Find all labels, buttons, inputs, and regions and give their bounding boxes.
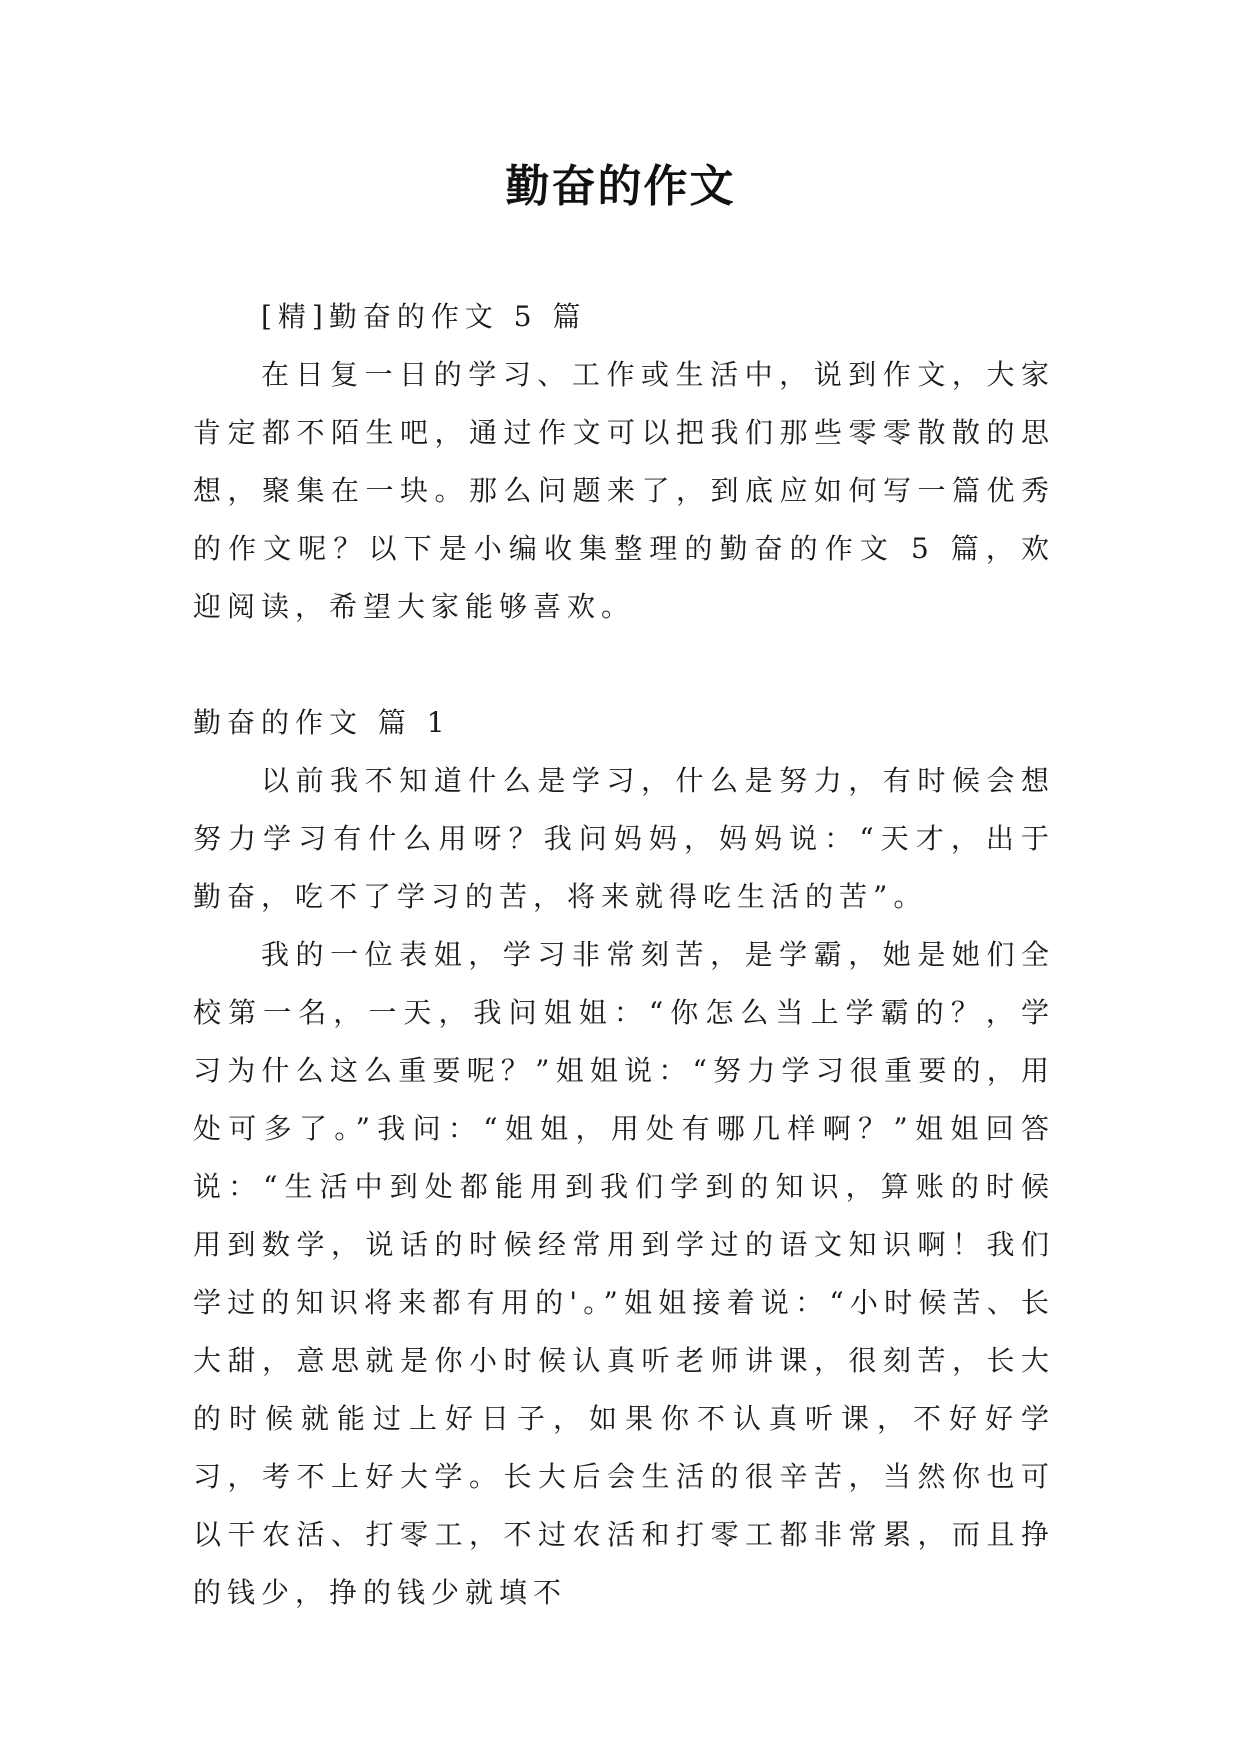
document-title: 勤奋的作文 bbox=[505, 161, 736, 212]
document-body bbox=[193, 288, 1055, 1622]
intro-paragraph: 在日复一日的学习、工作或生活中，说到作文，大家肯定都不陌生吧，通过作文可以把我们那些零零散散的思想，聚集在一块。那么问题来了，到底应如何写一篇优秀的作文呢？以下是小编收集整理的勤奋的作文 5 篇，欢迎阅读，希望大家能够喜欢。 bbox=[193, 358, 1055, 623]
section-heading: 勤奋的作文 篇 1 bbox=[193, 706, 451, 739]
body-paragraph: 我的一位表姐，学习非常刻苦，是学霸，她是她们全校第一名，一天，我问姐姐：“你怎么当上学霸的？，学习为什么这么重要呢？”姐姐说：“努力学习很重要的，用处可多了。”我问：“姐姐，用处有哪几样啊？”姐姐回答说：“生活中到处都能用到我们学到的知识，算账的时候用到数学，说话的时候经常用到学过的语文知识啊！我们学过的知识将来都有用的'。”姐姐接着说：“小时候苦、长大甜，意思就是你小时候认真听老师讲课，很刻苦，长大的时候就能过上好日子，如果你不认真听课，不好好学习，考不上好大学。长大后会生活的很辛苦，当然你也可以干农活、打零工，不过农活和打零工都非常累，而且挣的钱少，挣的钱少就填不 bbox=[193, 938, 1055, 1609]
document-subtitle: [精]勤奋的作文 5 篇 bbox=[261, 300, 587, 333]
body-paragraph: 以前我不知道什么是学习，什么是努力，有时候会想努力学习有什么用呀？我问妈妈，妈妈说：“天才，出于勤奋，吃不了学习的苦，将来就得吃生活的苦”。 bbox=[193, 764, 1055, 913]
